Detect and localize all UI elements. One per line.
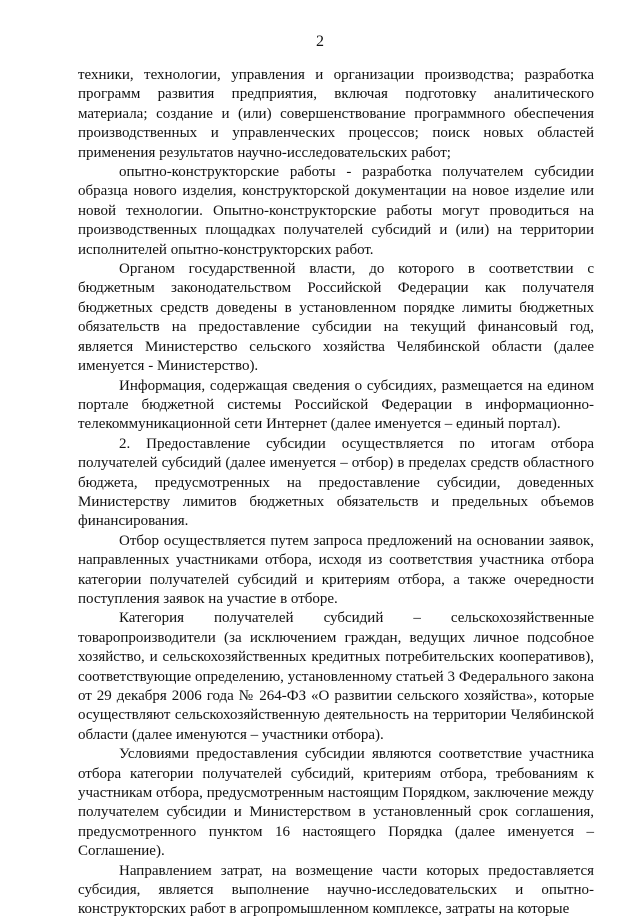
paragraph-selection-method: Отбор осуществляется путем запроса предложений на основании заявок, направленных участниками отбора, исходя из соответствия участника отбора категории получателей субсидий и критериям отбора, а также очередности поступления заявок на участие в отборе.: [78, 532, 594, 607]
document-body: [78, 66, 594, 920]
paragraph-continuation: техники, технологии, управления и организации производства; разработка программ развития предприятия, включая подготовку аналитического материала; создание и (или) совершенствование программного обеспечения производственных и управленческих процессов; поиск новых областей применения результатов научно-исследовательских работ;: [78, 67, 594, 161]
paragraph-conditions: Условиями предоставления субсидии являются соответствие участника отбора категории получателей субсидий, критериям отбора, требованиям к участникам отбора, предусмотренным настоящим Порядком, заключение между получателем субсидии и Министерством в установленный срок соглашения, предусмотренного пунктом 16 настоящего Порядка (далее именуется – Соглашение).: [78, 746, 594, 860]
paragraph-government-body: Органом государственной власти, до которого в соответствии с бюджетным законодательством Российской Федерации как получателя бюджетных средств доведены в установленном порядке лимиты бюджетных обязательств на предоставление субсидии на текущий финансовый год, является Министерство сельского хозяйства Челябинской области (далее именуется - Министерство).: [78, 261, 594, 375]
paragraph-cost-direction: Направлением затрат, на возмещение части которых предоставляется субсидия, является выполнение научно-исследовательских и опытно-конструкторских работ в агропромышленном комплексе, затраты на которые: [78, 862, 594, 918]
paragraph-clause-2: 2. Предоставление субсидии осуществляется по итогам отбора получателей субсидий (далее именуется – отбор) в пределах средств областного бюджета, предусмотренных на предоставление субсидии, доведенных Министерству лимитов бюджетных обязательств и предельных объемов финансирования.: [78, 435, 594, 530]
paragraph-recipient-category: Категория получателей субсидий – сельскохозяйственные товаропроизводители (за исключением граждан, ведущих личное подсобное хозяйство, и сельскохозяйственных кредитных потребительских кооперативов), соответствующие определению, установленному статьей 3 Федерального закона от 29 декабря 2006 года № 264-ФЗ «О развитии сельского хозяйства», которые осуществляют сельскохозяйственную деятельность на территории Челябинской области (далее именуются – участники отбора).: [78, 610, 594, 743]
paragraph-rd-definition: опытно-конструкторские работы - разработка получателем субсидии образца нового изделия, конструкторской документации на новое изделие или новой технологии. Опытно-конструкторские работы могут проводиться на производственных площадках получателей субсидий и (или) на территории исполнителей опытно-конструкторских работ.: [78, 164, 594, 258]
paragraph-portal-info: Информация, содержащая сведения о субсидиях, размещается на едином портале бюджетной системы Российской Федерации в информационно-телекоммуникационной сети Интернет (далее именуется – единый портал).: [78, 377, 594, 433]
page-number: 2: [316, 33, 324, 50]
